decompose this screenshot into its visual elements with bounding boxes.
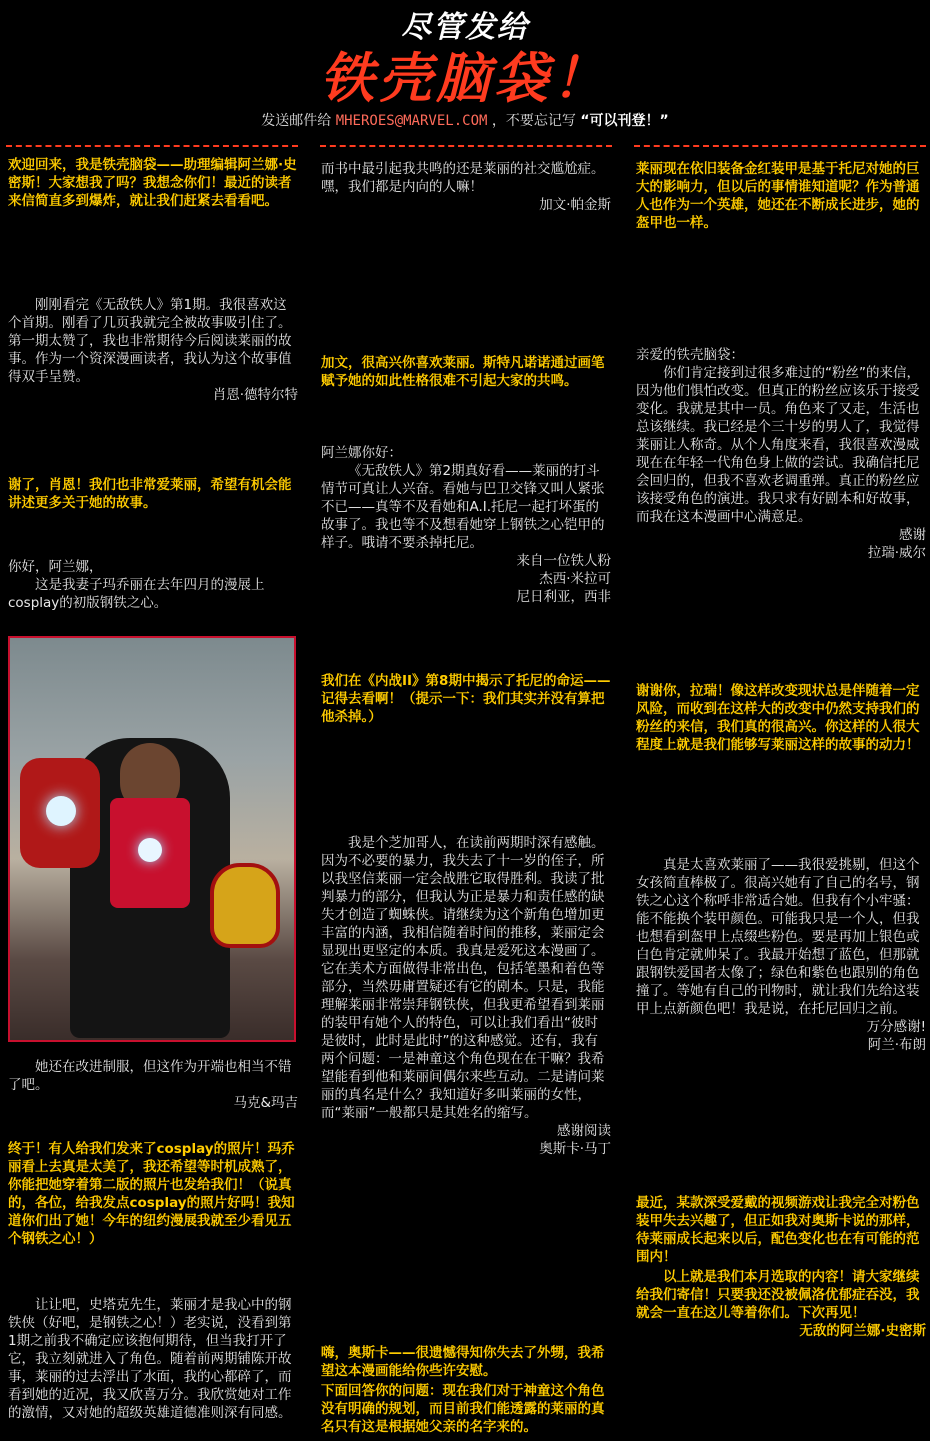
letter-body: 让让吧，史塔克先生，莱丽才是我心中的钢铁侠（好吧，是钢铁之心！）老实说，没看到第1期之前我不确定应该抱何期待，但当我打开了它，我立刻就进入了角色。随着前两期铺陈开故事，莱丽的过去浮出了水面，我的心都碎了，而看到她的近况，我又欣喜万分。我欣赏她对工作的激情，又对她的超级英雄道德准则深有同感。 bbox=[8, 1297, 292, 1421]
iron-helmet-shape bbox=[210, 863, 280, 948]
letter-signature: 肖恩·德特尔特 bbox=[212, 387, 298, 403]
editor-reply: 欢迎回来，我是铁壳脑袋——助理编辑阿兰娜·史密斯！大家想我了吗？我想念你们！最近的读者来信简直多到爆炸，就让我们赶紧去看看吧。 bbox=[8, 157, 297, 209]
letter-signature: 杰西·米拉可 bbox=[539, 571, 611, 587]
letter bbox=[636, 346, 926, 562]
letter-body: 她还在改进制服，但这作为开端也相当不错了吧。 bbox=[8, 1059, 292, 1093]
divider-col1 bbox=[6, 145, 298, 147]
letter-signature: 尼日利亚，西非 bbox=[516, 589, 611, 605]
letter-body: 我是个芝加哥人，在读前两期时深有感触。因为不必要的暴力，我失去了十一岁的侄子，所以我坚信莱丽一定会战胜它取得胜利。我读了批判暴力的部分，但我认为正是暴力和责任感的缺失才创造了蜘蛛侠。请继续为这个新角色增加更丰富的内涵，我相信随着时间的推移，莱丽定会显现出更坚定的本质。我真是爱死这本漫画了。它在美术方面做得非常出色，包括笔墨和着色等部分，当然毋庸置疑还有它的剧本。只是，我能理解莱丽非常崇拜钢铁侠，但我更希望看到莱丽的装甲有她个人的特色，可以让我们看出“彼时是彼时，此时是此时”的这种感觉。还有，我有两个问题：一是神童这个角色现在在干嘛？我希望能看到他和莱丽间偶尔来些互动。二是请问莱丽的真名是什么？我知道好多叫莱丽的女性，而“莱丽”一般都只是其姓名的缩写。 bbox=[321, 835, 605, 1121]
letter-greeting: 亲爱的铁壳脑袋： bbox=[636, 347, 744, 363]
editor-signature: 无敌的阿兰娜·史密斯 bbox=[799, 1323, 926, 1339]
letter-greeting: 阿兰娜你好： bbox=[321, 445, 402, 461]
arc-reactor-icon bbox=[138, 838, 162, 862]
letter-signature: 拉瑞·威尔 bbox=[867, 545, 926, 561]
editor-reply: 加文，很高兴你喜欢莱丽。斯特凡诺诺通过画笔赋予她的如此性格很难不引起大家的共鸣。 bbox=[321, 355, 605, 389]
editor-reply: 我们在《内战II》第8期中揭示了托尼的命运——记得去看啊！（提示一下：我们其实并没有算把他杀掉。） bbox=[321, 673, 611, 725]
editor-reply: 谢谢你，拉瑞！像这样改变现状总是伴随着一定风险，而收到在这样大的改变中仍然支持我们的粉丝的来信，我们真的很高兴。你这样的人很大程度上就是我们能够写莱丽这样的故事的动力！ bbox=[636, 683, 920, 753]
closing-text: 以上就是我们本月选取的内容！请大家继续给我们寄信！只要我还没被佩洛优郁症吞没，我就会一直在这儿等着你们。下次再见！ bbox=[636, 1269, 920, 1321]
header-kicker: 尽管发给 bbox=[401, 10, 529, 45]
letters-header bbox=[0, 0, 930, 140]
letter-body: 而书中最引起我共鸣的还是莱丽的社交尴尬症。嘿，我们都是内向的人嘛！ bbox=[321, 161, 605, 195]
letter bbox=[8, 558, 298, 612]
sub-mid: ，不要忘记写 bbox=[491, 113, 576, 129]
divider-col2 bbox=[320, 145, 612, 147]
letter-signature: 加文·帕金斯 bbox=[539, 197, 611, 213]
email-address: MHEROES@MARVEL.COM bbox=[335, 113, 488, 129]
letter-continued bbox=[8, 1058, 298, 1112]
editor-reply: 谢了，肖恩！我们也非常爱莱丽，希望有机会能讲述更多关于她的故事。 bbox=[8, 477, 292, 511]
red-shirt-shape bbox=[110, 798, 190, 908]
letter-signature: 阿兰·布朗 bbox=[867, 1037, 926, 1053]
letter-signature: 万分感谢! bbox=[866, 1019, 926, 1035]
letter-body: 刚刚看完《无敌铁人》第1期。我很喜欢这个首期。刚看了几页我就完全被故事吸引住了。第一期太赞了，我也非常期待今后阅读莱丽的故事。作为一个资深漫画读者，我认为这个故事值得双手呈赞。 bbox=[8, 297, 292, 385]
editor-reply: 嗨，奥斯卡——很遗憾得知你失去了外甥，我希望这本漫画能给你些许安慰。 bbox=[321, 1345, 605, 1379]
letter-body: 这是我妻子玛乔丽在去年四月的漫展上cosplay的初版钢铁之心。 bbox=[8, 577, 265, 611]
letter bbox=[321, 834, 611, 1158]
letter-signature: 感谢 bbox=[899, 527, 926, 543]
sub-quote: “可以刊登！” bbox=[580, 113, 669, 129]
sub-pre: 发送邮件给 bbox=[261, 113, 332, 129]
letter-continued bbox=[321, 160, 611, 214]
letter-signature: 来自一位铁人粉 bbox=[516, 553, 611, 569]
editor-reply: 莱丽现在依旧装备金红装甲是基于托尼对她的巨大的影响力，但以后的事情谁知道呢？作为普通人也作为一个英雄，她还在不断成长进步，她的盔甲也一样。 bbox=[636, 161, 920, 231]
iron-glove-shape bbox=[20, 758, 100, 868]
letter-signature: 马克&玛吉 bbox=[233, 1095, 298, 1111]
editor-reply: 下面回答你的问题：现在我们对于神童这个角色没有明确的规划，而目前我们能透露的莱丽的真名只有这是根据她父亲的名字来的。 bbox=[321, 1383, 605, 1435]
letter-signature: 感谢阅读 bbox=[557, 1123, 611, 1139]
column-2 bbox=[321, 156, 611, 1441]
editor-closing bbox=[636, 1268, 926, 1340]
repulsor-icon bbox=[46, 796, 76, 826]
header-title: 铁壳脑袋！ bbox=[320, 47, 610, 110]
divider-col3 bbox=[634, 145, 926, 147]
cosplay-photo bbox=[8, 636, 296, 1042]
letter bbox=[8, 296, 298, 404]
letter-body: 《无敌铁人》第2期真好看——莱丽的打斗情节可真让人兴奋。看她与巴卫交锋又叫人紧张不已——真等不及看她和A.I.托尼一起打坏蛋的故事了。我也等不及想看她穿上钢铁之心铠甲的样子。哦请不要杀掉托尼。 bbox=[321, 463, 605, 551]
letter-greeting: 你好，阿兰娜， bbox=[8, 559, 103, 575]
letter-body: 真是太喜欢莱丽了——我很爱挑剔，但这个女孩简直棒极了。很高兴她有了自己的名号，钢铁之心这个称呼非常适合她。但我有个小牢骚：能不能换个装甲颜色。可能我只是一个人，但我也想看到盔甲上点缀些粉色。要是再加上银色或白色肯定就帅呆了。我最开始想了蓝色，但那就跟钢铁爱国者太像了；绿色和紫色也跟别的角色撞了。等她有自己的刊物时，就让我们先给这装甲上点新颜色吧！我是说，在托尼回归之前。 bbox=[636, 857, 920, 1017]
letter-signature: 奥斯卡·马丁 bbox=[539, 1141, 611, 1157]
letter-body: 你们肯定接到过很多难过的“粉丝”的来信，因为他们惧怕改变。但真正的粉丝应该乐于接受变化。我就是其中一员。角色来了又走，生活也总该继续。我已经是个三十岁的男人了，我觉得莱丽让人称奇。从个人角度来看，我很喜欢漫威现在在年轻一代角色身上做的尝试。我确信托尼会回归的，但我不喜欢老调重弹。真正的粉丝应该接受角色的演进。我只求有好剧本和好故事，而我在这本漫画中心满意足。 bbox=[636, 365, 920, 525]
header-subline bbox=[0, 110, 930, 130]
column-1 bbox=[8, 156, 298, 1441]
column-3 bbox=[636, 156, 926, 1441]
letter bbox=[636, 856, 926, 1054]
editor-reply: 终于！有人给我们发来了cosplay的照片！玛乔丽看上去真是太美了，我还希望等时机成熟了，你能把她穿着第二版的照片也发给我们！（说真的，各位，给我发点cosplay的照片好吗！我知道你们出了她！今年的纽约漫展我就至少看见五个钢铁之心！） bbox=[8, 1141, 295, 1247]
letter bbox=[8, 1296, 298, 1422]
letter bbox=[321, 444, 611, 606]
editor-reply: 最近，某款深受爱戴的视频游戏让我完全对粉色装甲失去兴趣了，但正如我对奥斯卡说的那样，待莱丽成长起来以后，配色变化也在有可能的范围内！ bbox=[636, 1195, 920, 1265]
